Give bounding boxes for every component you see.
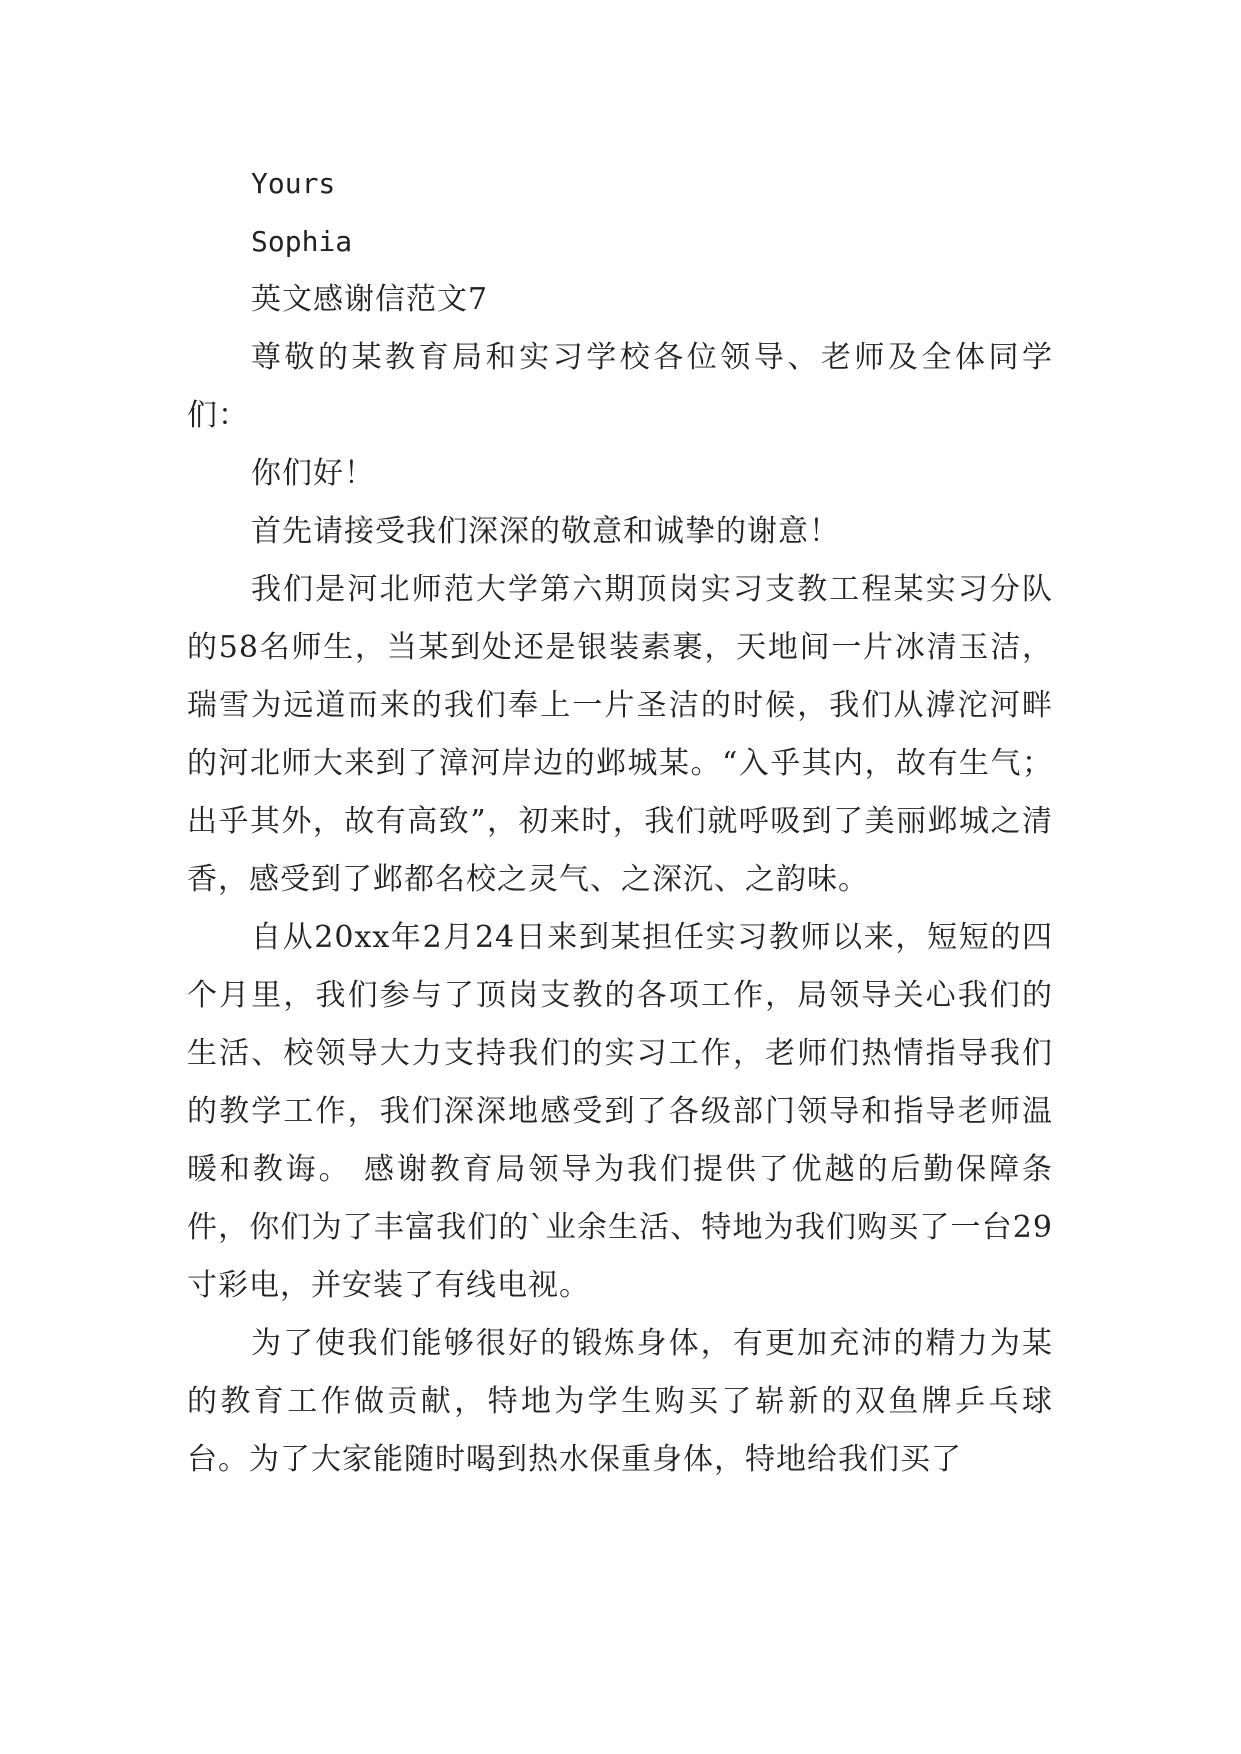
- section-title: 英文感谢信范文7: [251, 282, 489, 317]
- greeting: 你们好！: [251, 456, 375, 491]
- closing-line: Yours: [251, 167, 336, 200]
- salutation: 尊敬的某教育局和实习学校各位领导、老师及全体同学们：: [187, 340, 1053, 433]
- paragraph: 为了使我们能够很好的锻炼身体，有更加充沛的精力为某的教育工作做贡献，特地为学生购买了崭新的双鱼牌乒乓球台。为了大家能随时喝到热水保重身体，特地给我们买了: [187, 1326, 1053, 1477]
- paragraph: 我们是河北师范大学第六期顶岗实习支教工程某实习分队的58名师生，当某到处还是银装素裹，天地间一片冰清玉洁，瑞雪为远道而来的我们奉上一片圣洁的时候，我们从滹沱河畔的河北师大来到了漳河岸边的邺城某。“入乎其内，故有生气；出乎其外，故有高致”，初来时，我们就呼吸到了美丽邺城之清香，感受到了邺都名校之灵气、之深沉、之韵味。: [187, 572, 1053, 897]
- signature-name: Sophia: [251, 225, 353, 258]
- paragraph: 自从20xx年2月24日来到某担任实习教师以来，短短的四个月里，我们参与了顶岗支教的各项工作，局领导关心我们的生活、校领导大力支持我们的实习工作，老师们热情指导我们的教学工作，我们深深地感受到了各级部门领导和指导老师温暖和教诲。 感谢教育局领导为我们提供了优越的后勤保障条件，你们为了丰富我们的`业余生活、特地为我们购买了一台29寸彩电，并安装了有线电视。: [187, 920, 1053, 1303]
- document-body: [187, 155, 1053, 1489]
- paragraph: 首先请接受我们深深的敬意和诚挚的谢意！: [251, 514, 840, 549]
